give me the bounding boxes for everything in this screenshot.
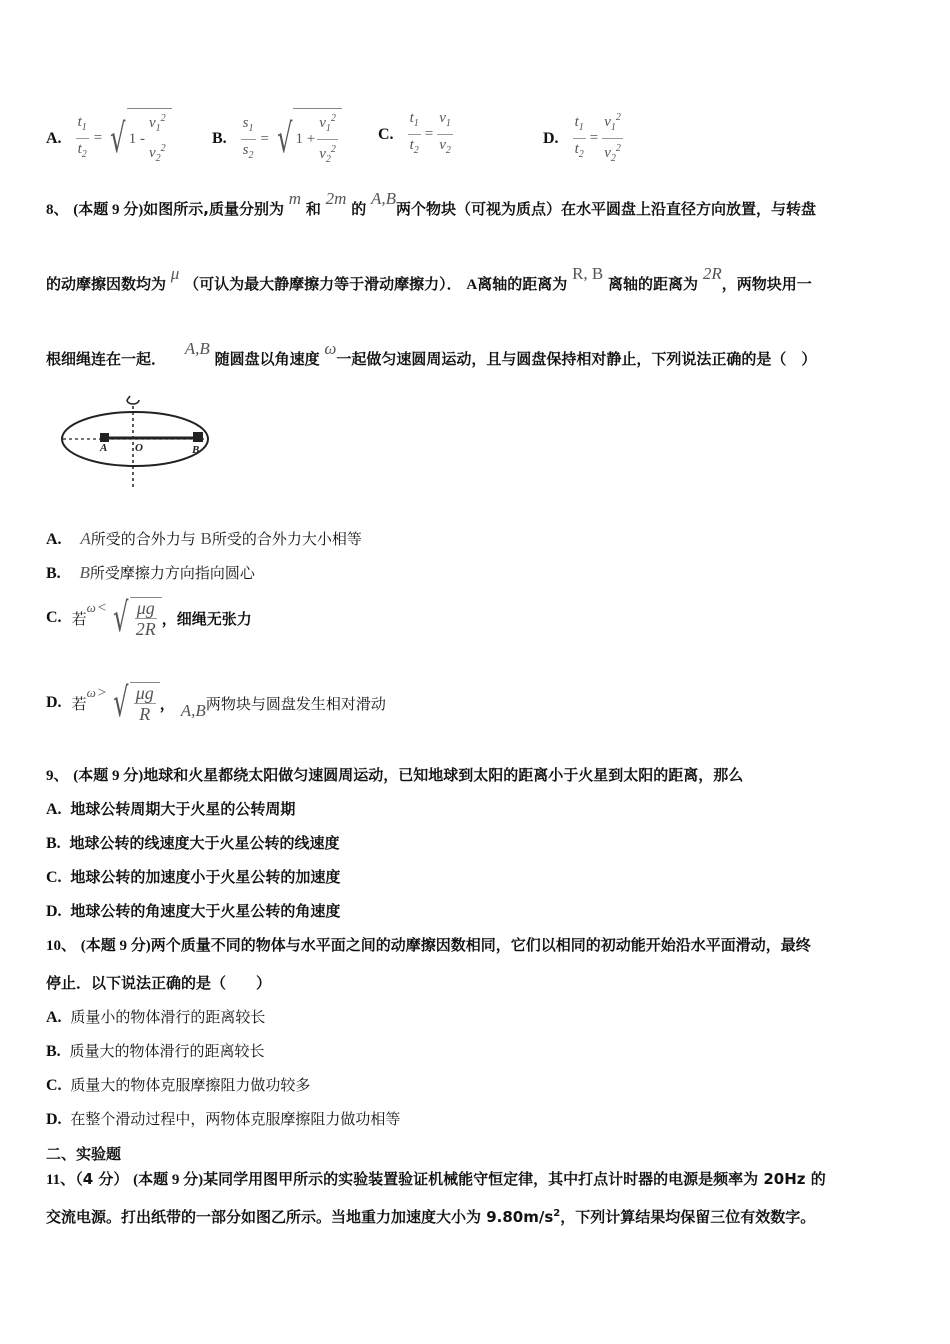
rotating-disk-figure: [55, 392, 215, 492]
q10-option-c: C. 质量大的物体克服摩擦阻力做功较多: [46, 1076, 311, 1094]
q10-stem-line2: 停止．以下说法正确的是（ ）: [46, 974, 272, 992]
q10-option-d: D. 在整个滑动过程中，两物体克服摩擦阻力做功相等: [46, 1110, 401, 1128]
option-label: B.: [212, 130, 227, 147]
question-score: (本题 9 分): [73, 202, 144, 218]
option-label: C.: [378, 125, 394, 143]
q8-stem-line2: 的动摩擦因数均为 μ （可认为最大静摩擦力等于滑动摩擦力）． A离轴的距离为 R, B 离轴的距离为 2R，两物块用一: [46, 264, 812, 293]
q8-stem-line1: 8、 (本题 9 分)如图所示,质量分别为 m 和 2m 的 A,B两个物块（可视为质点）在水平圆盘上沿直径方向放置，与转盘: [46, 189, 817, 218]
fraction-t1-t2: $\frac{t_1}{t_2}$: [77, 114, 87, 160]
sqrt-expression: √ 1 - $v_1^2$ $v_2^2$: [105, 108, 171, 169]
figure-label-a: A: [100, 442, 108, 454]
q10-option-b: B. 质量大的物体滑行的距离较长: [46, 1042, 265, 1060]
option-label: D.: [543, 129, 559, 147]
sqrt-mu-g-over-r: √ $\frac{\mu g}{R}$: [108, 682, 160, 724]
figure-label-b: B: [192, 444, 200, 456]
q9-option-a: A. 地球公转周期大于火星的公转周期: [46, 800, 296, 818]
q11-stem-line1: 11、（4 分） (本题 9 分)某同学用图甲所示的实验装置验证机械能守恒定律，其中打点计时器的电源是频率为 20Hz 的: [46, 1170, 826, 1188]
q8-option-b: B. B所受摩擦力方向指向圆心: [46, 563, 255, 582]
question-number: 8、: [46, 202, 69, 218]
q8-option-a: A. A所受的合外力与 B所受的合外力大小相等: [46, 529, 362, 548]
q10-option-a: A. 质量小的物体滑行的距离较长: [46, 1008, 266, 1026]
q9-option-c: C. 地球公转的加速度小于火星公转的加速度: [46, 868, 341, 886]
q11-stem-line2: 交流电源。打出纸带的一部分如图乙所示。当地重力加速度大小为 $9.80m/s^2$，下列计算结果均保留三位有效数字。: [46, 1208, 816, 1226]
q8-option-c: C. 若 ω < √ $\frac{\mu g}{2R}$ ，细绳无张力: [46, 595, 252, 641]
fraction-t1-t2: $\frac{t_1}{t_2}$: [409, 110, 419, 156]
figure-label-o: O: [135, 442, 143, 454]
q7-option-d: D. $\frac{t_1}{t_2}$ = $\frac{v_1^2}{v_2^2}$: [543, 108, 625, 169]
fraction-v1-v2: $\frac{v_1}{v_2}$: [439, 110, 451, 156]
q9-option-d: D. 地球公转的角速度大于火星公转的角速度: [46, 902, 341, 920]
sqrt-expression: √ 1 + $\frac{v_1^2}{v_2^2}$: [272, 108, 342, 170]
q9-option-b: B. 地球公转的线速度大于火星公转的线速度: [46, 834, 340, 852]
fraction-s1-s2: $\frac{s_1}{s_2}$: [242, 114, 254, 161]
q9-stem: 9、 (本题 9 分)地球和火星都绕太阳做匀速圆周运动，已知地球到太阳的距离小于火星到太阳的距离，那么: [46, 766, 744, 784]
q8-option-d: D. 若 ω > √ $\frac{\mu g}{R}$ ， A,B 两物块与圆盘发生相对滑动: [46, 680, 386, 726]
fraction-v1sq-v2sq: $\frac{v_1^2}{v_2^2}$: [602, 108, 623, 169]
q7-option-c: C. $\frac{t_1}{t_2}$ = $\frac{v_1}{v_2}$: [378, 108, 455, 161]
q8-stem-line3: 根细绳连在一起． A,B 随圆盘以角速度 ω一起做匀速圆周运动，且与圆盘保持相对静止，下列说法正确的是（ ）: [46, 339, 817, 368]
q7-option-a: A. $\frac{t_1}{t_2}$ = √ 1 - $v_1^2$ $v_2^2$: [46, 108, 172, 169]
q7-option-b: B. $\frac{s_1}{s_2}$ = √ 1 + $\frac{v_1^2}{v_2^2}$: [212, 108, 342, 170]
fraction-t1-t2: $\frac{t_1}{t_2}$: [574, 114, 584, 160]
sqrt-mu-g-over-2r: √ $\frac{\mu g}{2R}$: [108, 597, 162, 639]
option-label: A.: [46, 129, 62, 147]
q10-stem-line1: 10、 (本题 9 分)两个质量不同的物体与水平面之间的动摩擦因数相同，它们以相同的初动能开始沿水平面滑动，最终: [46, 936, 811, 954]
section-title: 二、实验题: [46, 1145, 122, 1163]
